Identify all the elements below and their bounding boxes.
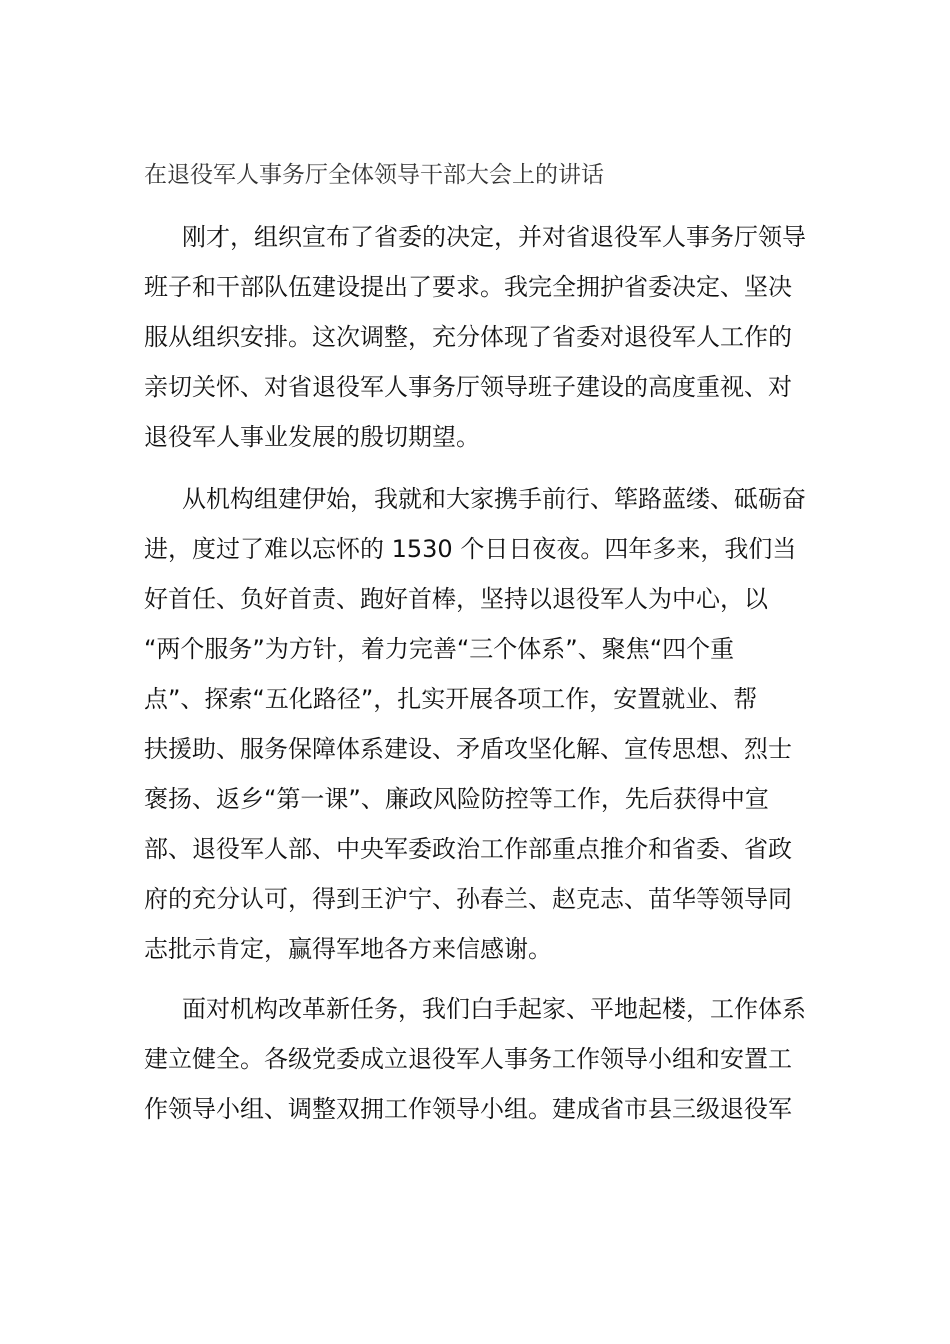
paragraph-line: 退役军人事业发展的殷切期望。 bbox=[144, 423, 480, 451]
paragraph-line: 服从组织安排。这次调整，充分体现了省委对退役军人工作的 bbox=[144, 323, 792, 351]
paragraph-line: 志批示肯定，赢得军地各方来信感谢。 bbox=[144, 935, 552, 963]
paragraph-line: 褒扬、返乡“第一课”、廉政风险防控等工作，先后获得中宣 bbox=[144, 785, 769, 813]
paragraph-line: 好首任、负好首责、跑好首棒，坚持以退役军人为中心，以 bbox=[144, 585, 768, 613]
paragraph-line: 部、退役军人部、中央军委政治工作部重点推介和省委、省政 bbox=[144, 835, 792, 863]
paragraph-line: 刚才，组织宣布了省委的决定，并对省退役军人事务厅领导 bbox=[182, 223, 806, 251]
paragraph-line: 面对机构改革新任务，我们白手起家、平地起楼，工作体系 bbox=[182, 995, 806, 1023]
paragraph-3 bbox=[144, 984, 824, 1134]
paragraph-line: 点”、探索“五化路径”，扎实开展各项工作，安置就业、帮 bbox=[144, 685, 758, 713]
paragraph-line: 亲切关怀、对省退役军人事务厅领导班子建设的高度重视、对 bbox=[144, 373, 792, 401]
paragraph-line: “两个服务”为方针，着力完善“三个体系”、聚焦“四个重 bbox=[144, 635, 735, 663]
paragraph-line: 作领导小组、调整双拥工作领导小组。建成省市县三级退役军 bbox=[144, 1095, 792, 1123]
paragraph-line: 班子和干部队伍建设提出了要求。我完全拥护省委决定、坚决 bbox=[144, 273, 792, 301]
paragraph-line: 府的充分认可，得到王沪宁、孙春兰、赵克志、苗华等领导同 bbox=[144, 885, 792, 913]
paragraph-line: 建立健全。各级党委成立退役军人事务工作领导小组和安置工 bbox=[144, 1045, 792, 1073]
paragraph-line: 从机构组建伊始，我就和大家携手前行、筚路蓝缕、砥砺奋 bbox=[182, 485, 806, 513]
paragraph-line: 进，度过了难以忘怀的 1530 个日日夜夜。四年多来，我们当 bbox=[144, 535, 797, 563]
paragraph-1 bbox=[144, 212, 824, 462]
paragraph-line: 扶援助、服务保障体系建设、矛盾攻坚化解、宣传思想、烈士 bbox=[144, 735, 792, 763]
document-title: 在退役军人事务厅全体领导干部大会上的讲话 bbox=[144, 162, 604, 188]
paragraph-2 bbox=[144, 474, 824, 974]
